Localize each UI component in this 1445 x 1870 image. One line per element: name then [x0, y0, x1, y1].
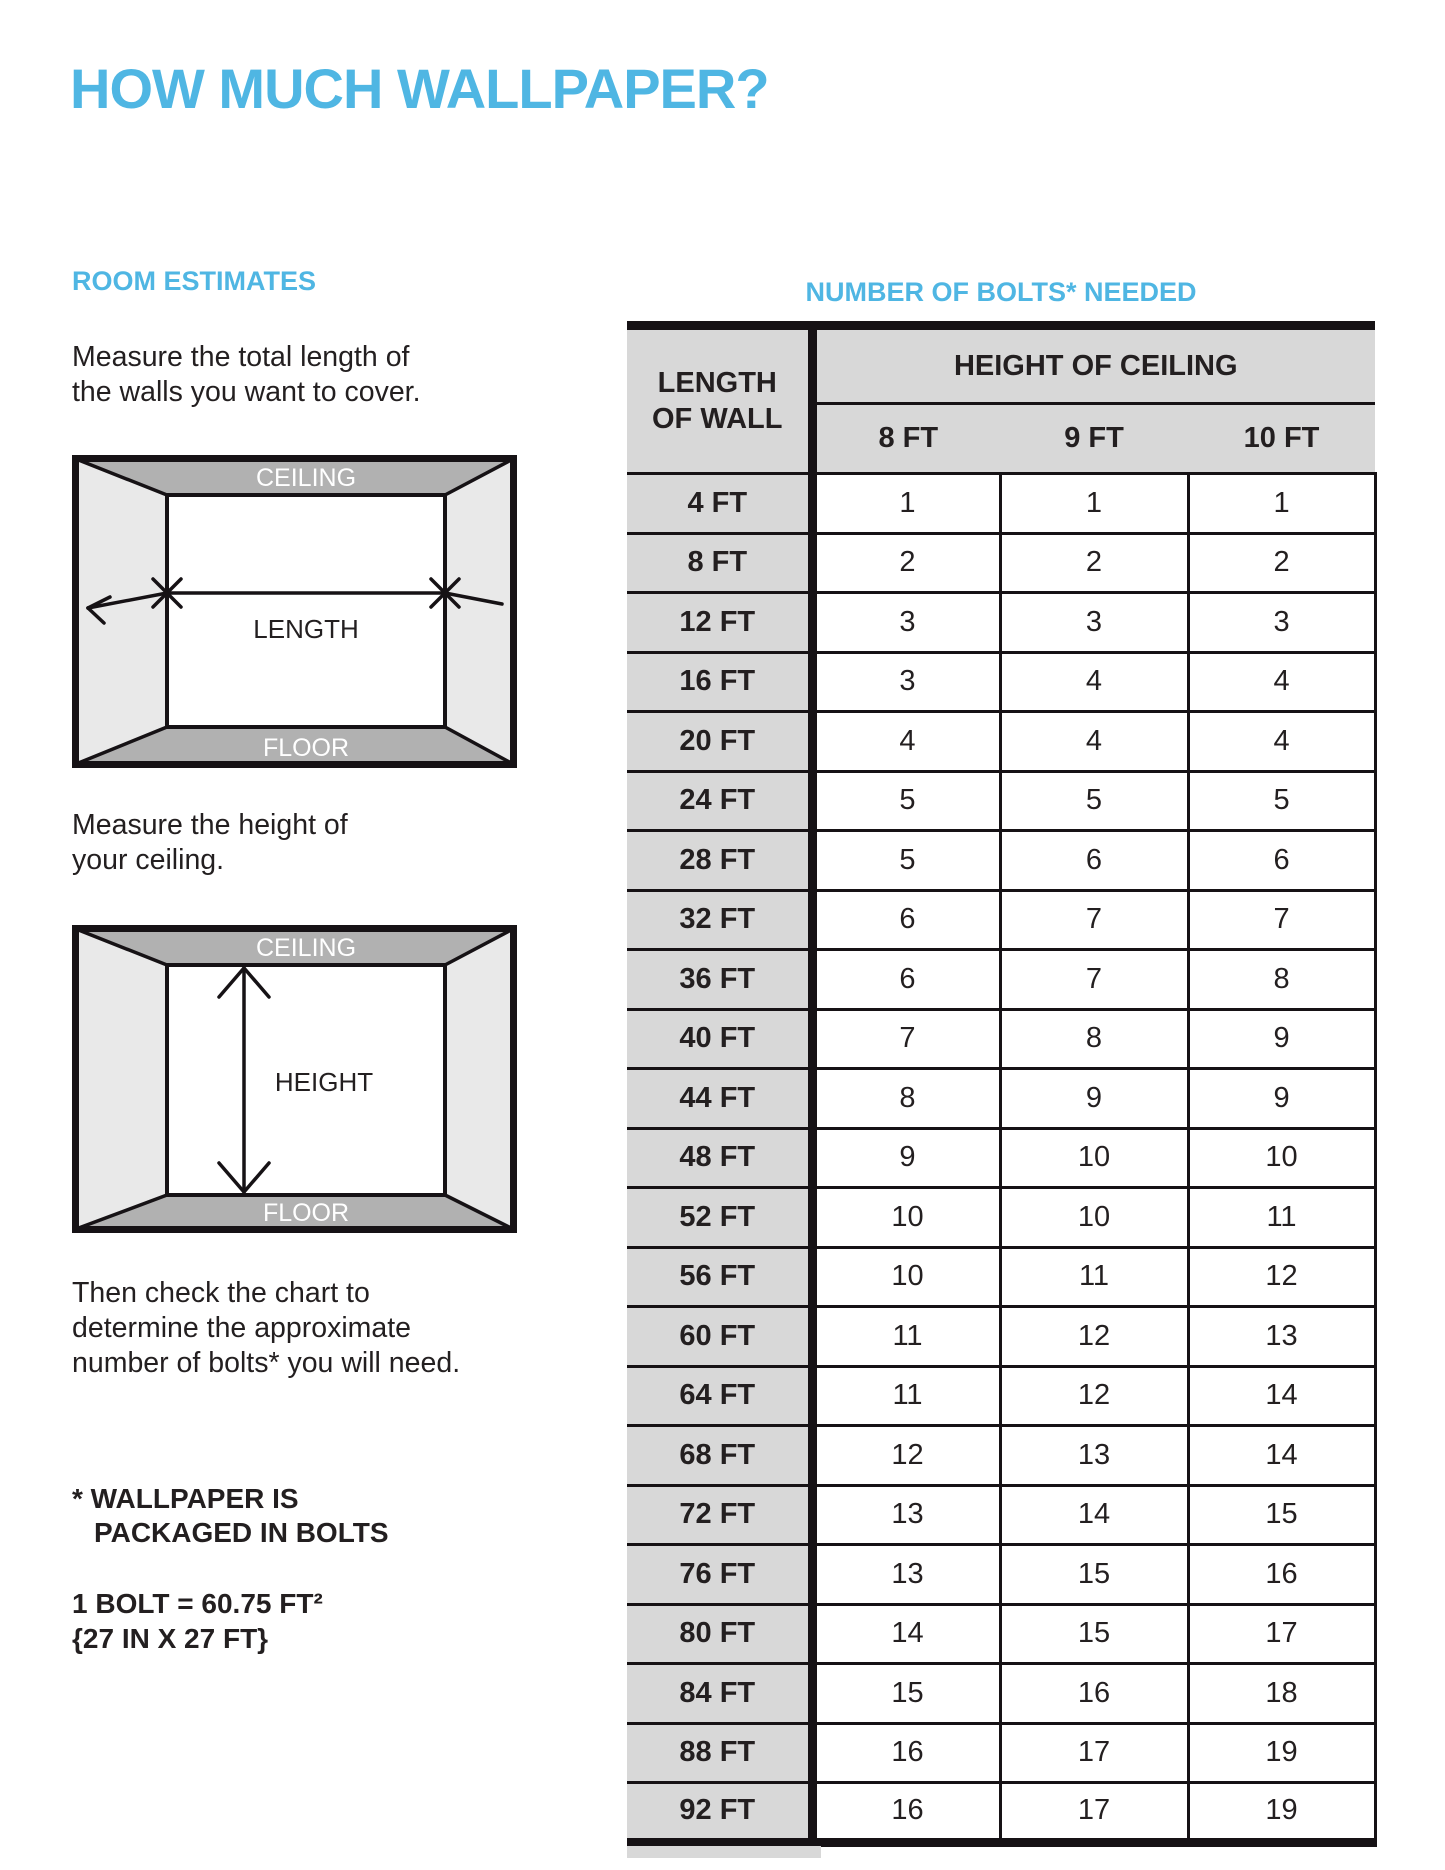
length-of-wall-header-line-2: OF WALL: [652, 403, 783, 435]
bolts-value-cell: 11: [812, 1366, 1000, 1426]
bolts-value-cell: 8: [1188, 950, 1375, 1010]
instruction-step-3-line-2: determine the approximate: [72, 1312, 412, 1344]
height-label: HEIGHT: [274, 1067, 374, 1097]
table-row: [627, 890, 1375, 950]
back-wall: [167, 495, 445, 727]
footnote-line-2: PACKAGED IN BOLTS: [94, 1517, 389, 1548]
wall-length-cell: 72 FT: [627, 1485, 812, 1545]
bolts-value-cell: 16: [812, 1783, 1000, 1843]
wall-length-cell: 8 FT: [627, 533, 812, 593]
table-row: [627, 950, 1375, 1010]
bolts-value-cell: 5: [812, 831, 1000, 891]
bolts-value-cell: 5: [1188, 771, 1375, 831]
table-row: [627, 712, 1375, 772]
wall-length-cell: 28 FT: [627, 831, 812, 891]
bolts-value-cell: 7: [812, 1009, 1000, 1069]
bolts-value-cell: 17: [1000, 1783, 1188, 1843]
bolts-value-cell: 19: [1188, 1723, 1375, 1783]
instruction-step-1: [72, 340, 421, 410]
section-heading-room-estimates: ROOM ESTIMATES: [72, 266, 317, 296]
bolts-value-cell: 1: [812, 474, 1000, 534]
bolt-size-info: [72, 1586, 323, 1656]
table-row: [627, 1664, 1375, 1724]
wall-length-cell: 52 FT: [627, 1188, 812, 1248]
length-label: LENGTH: [253, 614, 359, 644]
wall-length-cell: 76 FT: [627, 1545, 812, 1605]
table-row: [627, 1247, 1375, 1307]
bolts-value-cell: 6: [1188, 831, 1375, 891]
wall-length-cell: 84 FT: [627, 1664, 812, 1724]
bolt-size-line-1: 1 BOLT = 60.75 FT²: [72, 1588, 323, 1619]
length-of-wall-header-line-1: LENGTH: [657, 367, 777, 399]
bolts-value-cell: 10: [1000, 1128, 1188, 1188]
bolts-value-cell: 10: [1188, 1128, 1375, 1188]
bolts-value-cell: 15: [1000, 1604, 1188, 1664]
bolts-value-cell: 1: [1188, 474, 1375, 534]
bolts-value-cell: 17: [1188, 1604, 1375, 1664]
ceiling-label: CEILING: [255, 934, 357, 962]
bolts-value-cell: 7: [1000, 890, 1188, 950]
wall-length-cell: 20 FT: [627, 712, 812, 772]
bolts-table: [627, 321, 1377, 1847]
instruction-step-1-line-1: Measure the total length of: [72, 341, 410, 373]
bolts-value-cell: 14: [1188, 1426, 1375, 1486]
instruction-step-2-line-2: your ceiling.: [72, 844, 225, 876]
bolts-value-cell: 19: [1188, 1783, 1375, 1843]
ceiling-label: CEILING: [255, 464, 357, 492]
wall-length-cell: 36 FT: [627, 950, 812, 1010]
column-header-9ft: 9 FT: [1000, 404, 1188, 474]
table-row: [627, 1307, 1375, 1367]
instruction-step-3-line-1: Then check the chart to: [72, 1277, 370, 1309]
wall-length-cell: 56 FT: [627, 1247, 812, 1307]
bolts-value-cell: 15: [812, 1664, 1000, 1724]
bolts-value-cell: 13: [812, 1545, 1000, 1605]
table-row: [627, 533, 1375, 593]
page-title: HOW MUCH WALLPAPER?: [70, 57, 769, 120]
table-row: [627, 1545, 1375, 1605]
table-footer-gray-strip: [627, 1846, 821, 1858]
bolts-value-cell: 11: [1188, 1188, 1375, 1248]
bolts-value-cell: 13: [812, 1485, 1000, 1545]
wall-length-cell: 80 FT: [627, 1604, 812, 1664]
footnote-line-1: * WALLPAPER IS: [72, 1483, 299, 1514]
bolts-value-cell: 6: [1000, 831, 1188, 891]
wall-length-cell: 12 FT: [627, 593, 812, 653]
table-row: [627, 474, 1375, 534]
wall-length-cell: 48 FT: [627, 1128, 812, 1188]
table-row: [627, 1188, 1375, 1248]
table-row: [627, 771, 1375, 831]
bolts-value-cell: 9: [1000, 1069, 1188, 1129]
bolts-value-cell: 2: [1000, 533, 1188, 593]
table-row: [627, 1783, 1375, 1843]
table-row: [627, 1485, 1375, 1545]
table-row: [627, 831, 1375, 891]
bolts-value-cell: 7: [1000, 950, 1188, 1010]
bolts-value-cell: 16: [1188, 1545, 1375, 1605]
bolts-value-cell: 10: [812, 1188, 1000, 1248]
right-wall-surface: [445, 929, 513, 1229]
bolts-value-cell: 9: [1188, 1069, 1375, 1129]
column-header-8ft: 8 FT: [812, 404, 1000, 474]
wall-length-cell: 24 FT: [627, 771, 812, 831]
table-row: [627, 593, 1375, 653]
table-row: [627, 1009, 1375, 1069]
bolts-value-cell: 7: [1188, 890, 1375, 950]
floor-label: FLOOR: [262, 1199, 350, 1227]
bolts-value-cell: 5: [1000, 771, 1188, 831]
left-wall-surface: [76, 929, 167, 1229]
bolts-value-cell: 14: [1188, 1366, 1375, 1426]
wall-length-cell: 68 FT: [627, 1426, 812, 1486]
bolts-value-cell: 3: [812, 593, 1000, 653]
bolts-value-cell: 9: [812, 1128, 1000, 1188]
bolts-value-cell: 12: [1188, 1247, 1375, 1307]
column-header-10ft: 10 FT: [1188, 404, 1375, 474]
bolts-value-cell: 8: [812, 1069, 1000, 1129]
bolts-value-cell: 4: [1188, 652, 1375, 712]
table-row: [627, 1426, 1375, 1486]
table-heading: NUMBER OF BOLTS* NEEDED: [805, 277, 1197, 307]
bolts-value-cell: 3: [1000, 593, 1188, 653]
room-diagram-height: [72, 925, 517, 1233]
bolts-value-cell: 10: [812, 1247, 1000, 1307]
bolts-value-cell: 15: [1188, 1485, 1375, 1545]
floor-label: FLOOR: [262, 734, 350, 762]
wall-length-cell: 32 FT: [627, 890, 812, 950]
instruction-step-1-line-2: the walls you want to cover.: [72, 376, 421, 408]
table-row: [627, 1366, 1375, 1426]
right-wall-surface: [445, 459, 513, 764]
bolts-value-cell: 2: [812, 533, 1000, 593]
wall-length-cell: 88 FT: [627, 1723, 812, 1783]
instruction-step-2-line-1: Measure the height of: [72, 809, 348, 841]
bolts-value-cell: 17: [1000, 1723, 1188, 1783]
bolts-value-cell: 11: [1000, 1247, 1188, 1307]
bolts-value-cell: 12: [1000, 1366, 1188, 1426]
bolts-value-cell: 4: [1000, 712, 1188, 772]
wall-length-cell: 40 FT: [627, 1009, 812, 1069]
table-row: [627, 1069, 1375, 1129]
bolts-value-cell: 14: [1000, 1485, 1188, 1545]
wall-length-cell: 64 FT: [627, 1366, 812, 1426]
bolts-value-cell: 1: [1000, 474, 1188, 534]
wall-length-cell: 16 FT: [627, 652, 812, 712]
bolts-value-cell: 12: [1000, 1307, 1188, 1367]
bolts-value-cell: 4: [812, 712, 1000, 772]
table-row: [627, 1723, 1375, 1783]
wallpaper-bolts-footnote: [72, 1482, 389, 1550]
bolts-value-cell: 5: [812, 771, 1000, 831]
length-of-wall-header: [627, 326, 812, 474]
instruction-step-2: [72, 808, 348, 878]
bolts-value-cell: 16: [812, 1723, 1000, 1783]
bolts-value-cell: 6: [812, 890, 1000, 950]
bolts-value-cell: 13: [1188, 1307, 1375, 1367]
bolts-value-cell: 11: [812, 1307, 1000, 1367]
bolts-value-cell: 9: [1188, 1009, 1375, 1069]
instruction-step-3: [72, 1276, 460, 1381]
bolts-value-cell: 4: [1188, 712, 1375, 772]
bolts-value-cell: 13: [1000, 1426, 1188, 1486]
table-row: [627, 1604, 1375, 1664]
bolts-value-cell: 3: [1188, 593, 1375, 653]
bolts-value-cell: 14: [812, 1604, 1000, 1664]
bolts-value-cell: 3: [812, 652, 1000, 712]
bolts-value-cell: 15: [1000, 1545, 1188, 1605]
bolts-value-cell: 2: [1188, 533, 1375, 593]
wall-length-cell: 4 FT: [627, 474, 812, 534]
bolts-value-cell: 10: [1000, 1188, 1188, 1248]
bolt-size-line-2: {27 IN X 27 FT}: [72, 1623, 269, 1654]
wall-length-cell: 92 FT: [627, 1783, 812, 1843]
room-diagram-length: [72, 455, 517, 768]
bolts-value-cell: 16: [1000, 1664, 1188, 1724]
instruction-step-3-line-3: number of bolts* you will need.: [72, 1347, 461, 1379]
bolts-value-cell: 8: [1000, 1009, 1188, 1069]
bolts-value-cell: 6: [812, 950, 1000, 1010]
bolts-value-cell: 4: [1000, 652, 1188, 712]
bolts-value-cell: 12: [812, 1426, 1000, 1486]
wall-length-cell: 44 FT: [627, 1069, 812, 1129]
height-of-ceiling-header: HEIGHT OF CEILING: [812, 326, 1375, 404]
wall-length-cell: 60 FT: [627, 1307, 812, 1367]
bolts-table-body: [627, 474, 1375, 1843]
table-row: [627, 652, 1375, 712]
table-row: [627, 1128, 1375, 1188]
bolts-value-cell: 18: [1188, 1664, 1375, 1724]
